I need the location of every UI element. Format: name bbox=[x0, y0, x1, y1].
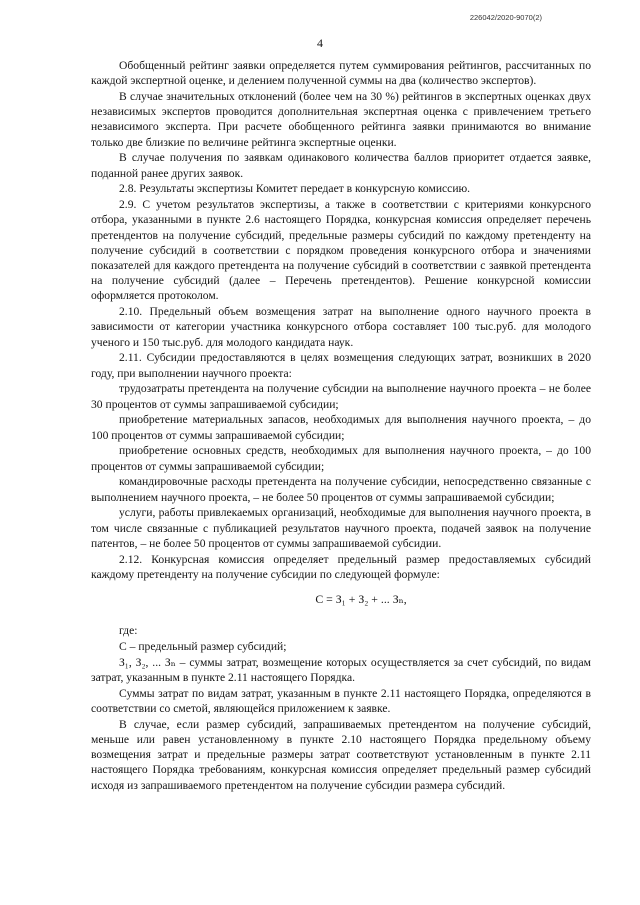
definition: З₁, З₂, ... Зₙ – суммы затрат, возмещение которых осуществляется за счет субсидий, по видам затрат, указанным в пункте 2.11 настоящего Порядка. bbox=[91, 655, 591, 685]
paragraph: Суммы затрат по видам затрат, указанным в пункте 2.11 настоящего Порядка, определяются в соответствии со сметой, являющейся приложением к заявке. bbox=[91, 686, 591, 716]
cost-item: приобретение материальных запасов, необходимых для выполнения научного проекта, – до 100 процентов от суммы запрашиваемой субсидии; bbox=[91, 413, 591, 442]
definition: С – предельный размер субсидий; bbox=[119, 640, 287, 654]
where-label: где: bbox=[119, 624, 138, 638]
paragraph-2-9: 2.9. С учетом результатов экспертизы, а также в соответствии с критериями конкурсного отбора, указанными в пункте 2.6 настоящего Порядка, конкурсная комиссия определяет перечень претендентов на получение субсидий, предельные размеры субсидий по каждому претенденту на получение субсидий в соответствии с порядком проведения конкурсного отбора и значениями показателей для каждого претендента на получение субсидий в соответствии с заявкой претендента на получение субсидий (далее – Перечень претендентов). Решение конкурсной комиссии оформляется протоколом. bbox=[91, 198, 591, 303]
paragraph: В случае, если размер субсидий, запрашиваемых претендентом на получение субсидий, меньше или равен установленному в пункте 2.10 настоящего Порядка предельному объему возмещения затрат и предельные размеры затрат соответствуют установленным в пункте 2.11 настоящего Порядка требованиям, конкурсная комиссия определяет предельный размер субсидий исходя из запрашиваемого претендентом на получение субсидии размера субсидий. bbox=[91, 717, 591, 792]
cost-item: услуги, работы привлекаемых организаций, необходимые для выполнения научного проекта, в том числе связанные с публикацией результатов научного проекта, подачей заявок на получение патентов, – не более 50 процентов от суммы запрашиваемой субсидии. bbox=[91, 506, 591, 550]
document-body bbox=[91, 58, 591, 793]
paragraph: Обобщенный рейтинг заявки определяется путем суммирования рейтингов, рассчитанных по каждой экспертной оценке, и делением полученной суммы на два (количество экспертов). bbox=[91, 59, 591, 88]
cost-item: приобретение основных средств, необходимых для выполнения научного проекта, – до 100 процентов от суммы запрашиваемой субсидии; bbox=[91, 444, 591, 473]
cost-item: трудозатраты претендента на получение субсидии на выполнение научного проекта – не более 30 процентов от суммы запрашиваемой субсидии; bbox=[91, 382, 591, 411]
paragraph-2-12: 2.12. Конкурсная комиссия определяет предельный размер предоставляемых субсидий каждому претенденту на получение субсидии по следующей формуле: bbox=[91, 552, 591, 581]
paragraph: В случае получения по заявкам одинакового количества баллов приоритет отдается заявке, поданной ранее других заявок. bbox=[91, 151, 591, 180]
cost-item: командировочные расходы претендента на получение субсидии, непосредственно связанные с выполнением научного проекта, – не более 50 процентов от суммы запрашиваемой субсидии; bbox=[91, 475, 591, 504]
paragraph-2-11: 2.11. Субсидии предоставляются в целях возмещения следующих затрат, возникших в 2020 году, при выполнении научного проекта: bbox=[91, 351, 591, 380]
paragraph-2-8: 2.8. Результаты экспертизы Комитет передает в конкурсную комиссию. bbox=[119, 182, 471, 196]
paragraph: В случае значительных отклонений (более чем на 30 %) рейтингов в экспертных оценках двух независимых экспертов проводится дополнительная экспертная оценка с привлечением третьего независимого эксперта. При расчете обобщенного рейтинга заявки принимаются во внимание только две близкие по величине рейтинга экспертные оценки. bbox=[91, 90, 591, 149]
subsidy-formula: С = З₁ + З₂ + ... Зₙ, bbox=[315, 592, 407, 607]
page-number: 4 bbox=[317, 36, 323, 50]
paragraph-2-10: 2.10. Предельный объем возмещения затрат на выполнение одного научного проекта в зависимости от категории участника конкурсного отбора составляет 100 тыс.руб. для молодого ученого и 150 тыс.руб. для молодого кандидата наук. bbox=[91, 305, 591, 349]
document-id: 226042/2020-9070(2) bbox=[469, 13, 542, 22]
